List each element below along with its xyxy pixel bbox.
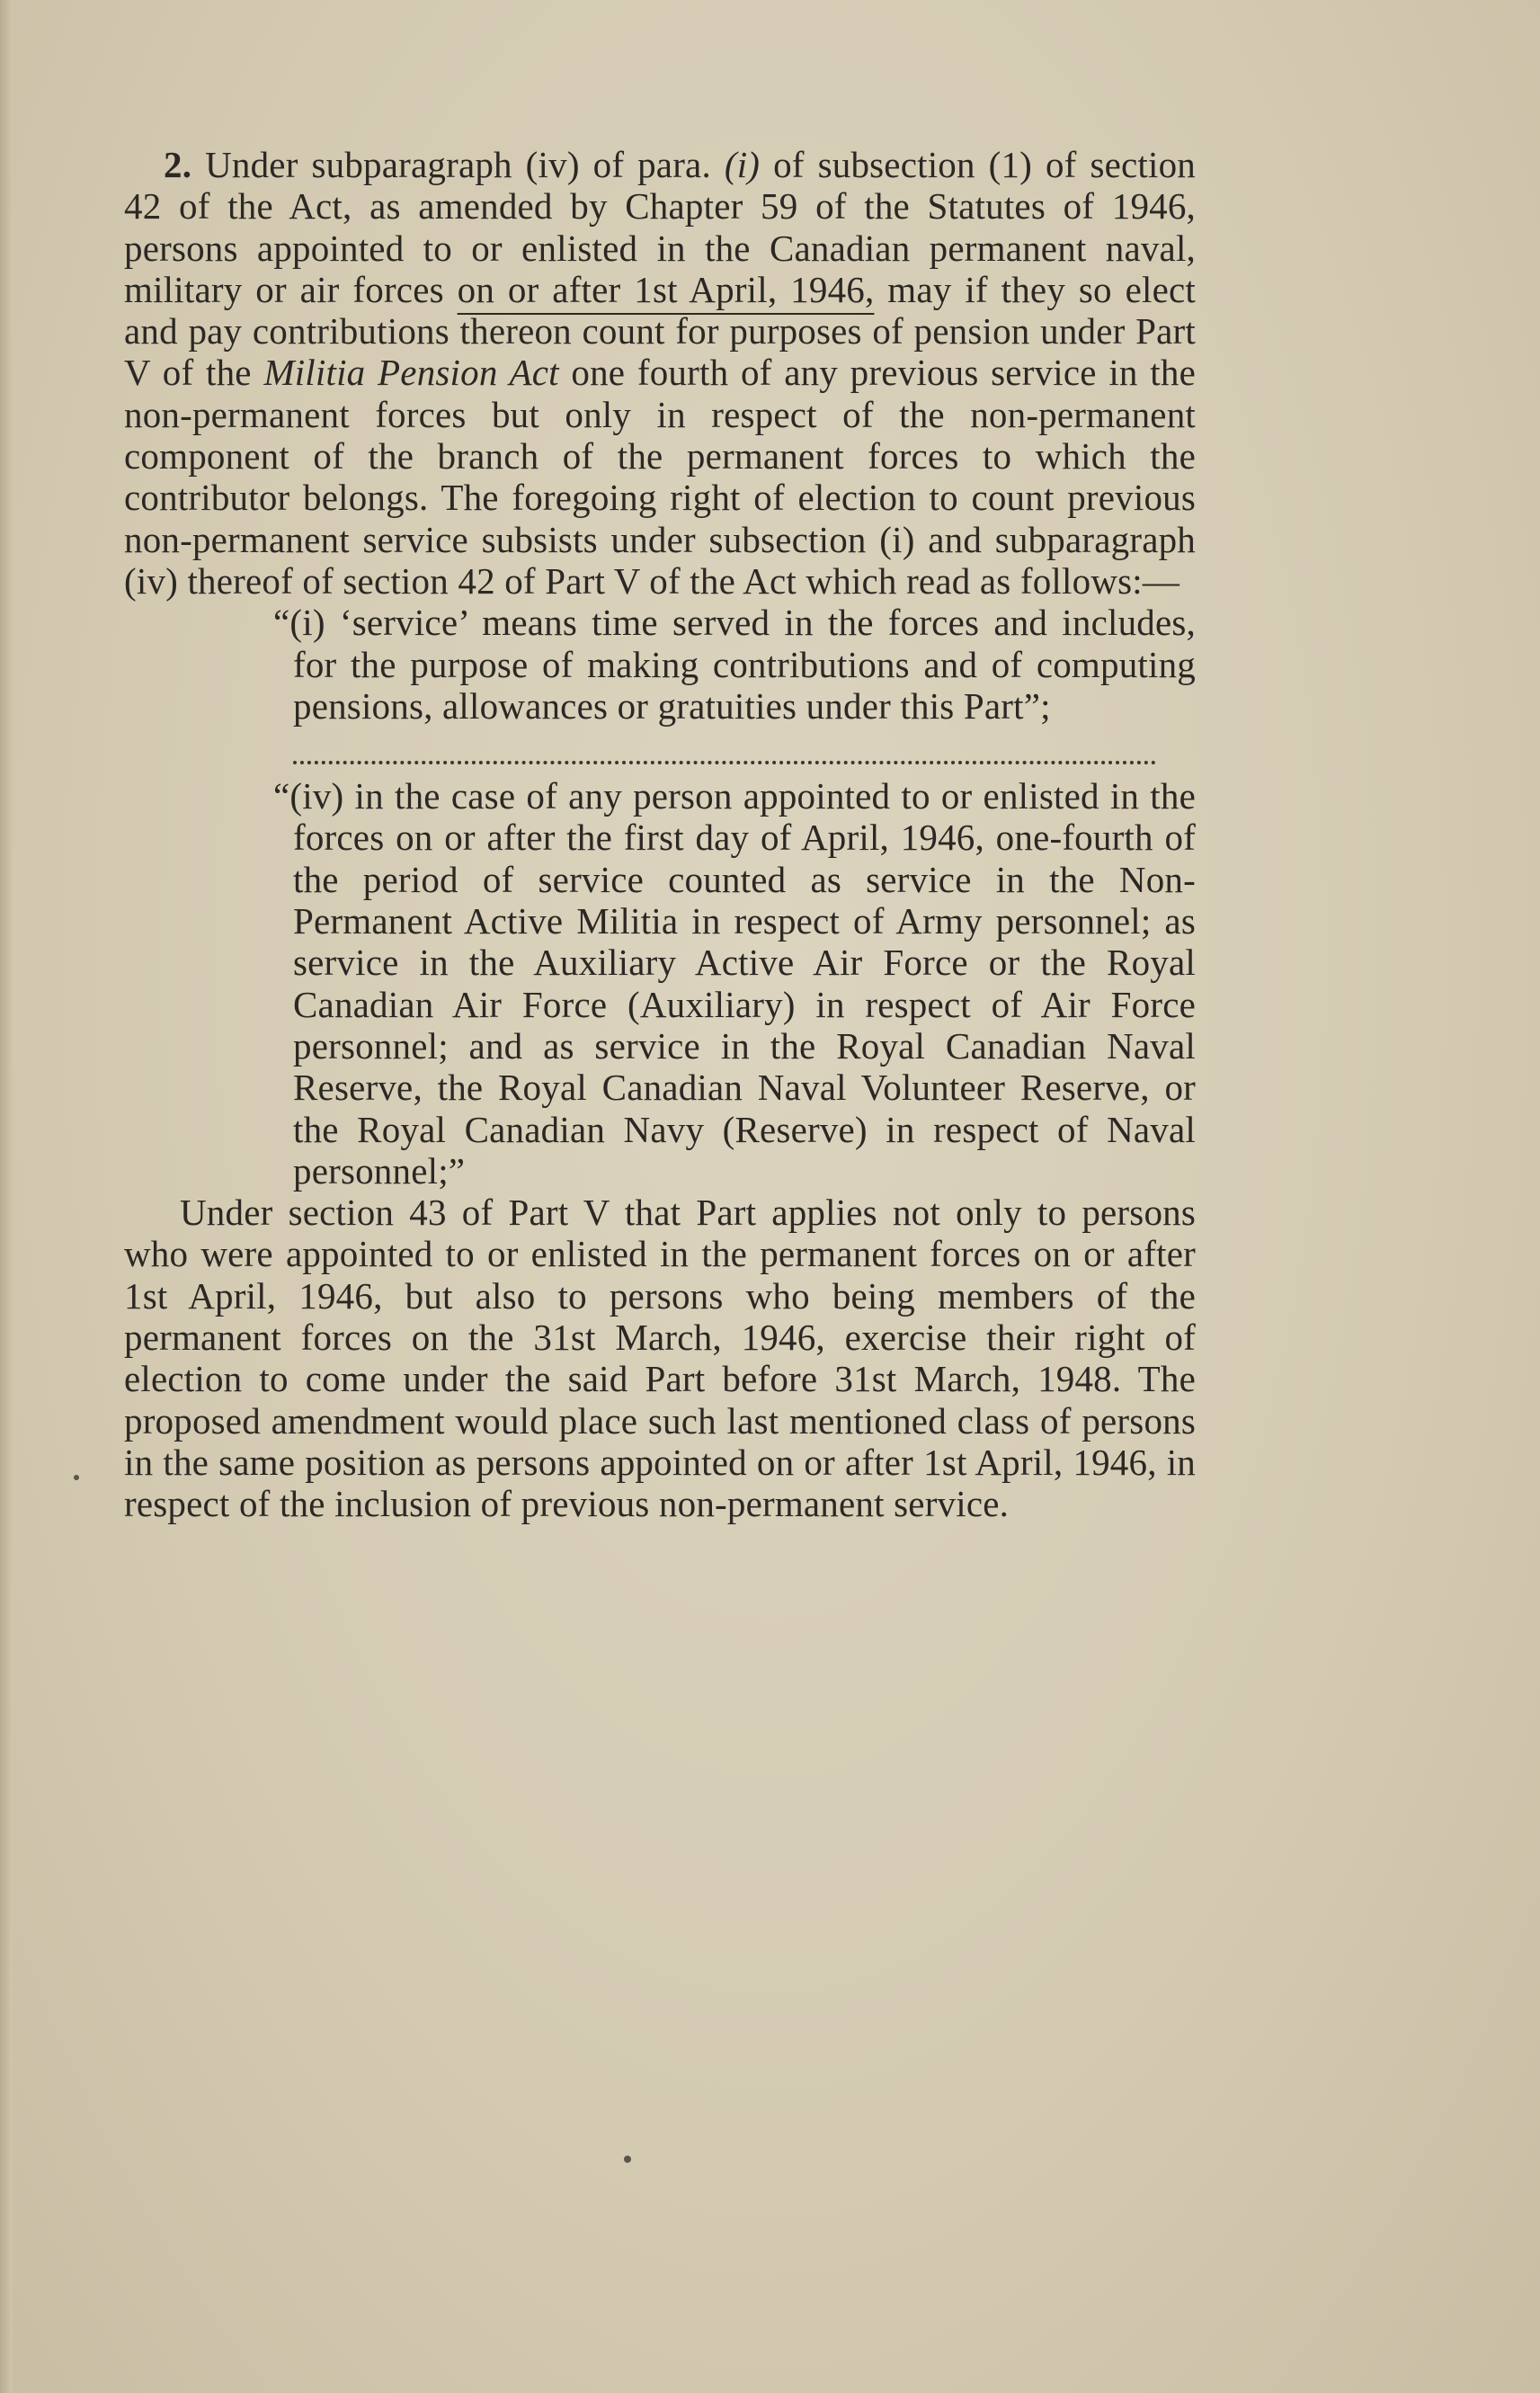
paragraph-1-after-ref: of subsection (1) of section 42 of the Act, as amended by Chapter 59 of the Statutes of 1946, persons appointed to or enlisted in the Canadian permanent naval, military or air forces	[124, 144, 1196, 310]
paragraph-1-lead: Under subparagraph (iv) of para.	[205, 144, 725, 185]
paragraph-1-after-underline: may if they so elect and pay contributions thereon count for purposes of pension under Part V of the	[124, 268, 1196, 394]
paper-speck	[74, 1475, 79, 1480]
quote-subsection-i: “(i) ‘service’ means time served in the forces and includes, for the purpose of making contributions and of computing pensions, allowances or gratuities under this Part”;	[273, 602, 1196, 727]
paper-speck	[624, 2156, 631, 2163]
underlined-date-phrase: on or after 1st April, 1946,	[457, 268, 875, 310]
para-reference: (i)	[724, 144, 761, 185]
page-edge-shadow	[0, 0, 13, 2393]
act-name: Militia Pension Act	[263, 352, 559, 394]
paragraph-1	[124, 144, 1196, 602]
document-body	[124, 144, 1196, 1525]
paragraph-2: Under section 43 of Part V that Part applies not only to persons who were appointed to or enlisted in the permanent forces on or after 1st April, 1946, but also to persons who being members of the permanent forces on the 31st March, 1946, exercise their right of election to come under the said Part before 31st March, 1948. The proposed amendment would place such last mentioned class of persons in the same position as persons appointed on or after 1st April, 1946, in respect of the inclusion of previous non-permanent service.	[124, 1192, 1196, 1525]
quote-subparagraph-iv: “(iv) in the case of any person appointed to or enlisted in the forces on or after the first day of April, 1946, one-fourth of the period of service counted as service in the Non-Permanent Active Militia in respect of Army personnel; as service in the Auxiliary Active Air Force or the Royal Canadian Air Force (Auxiliary) in respect of Air Force personnel; and as service in the Royal Canadian Naval Reserve, the Royal Canadian Naval Volunteer Reserve, or the Royal Canadian Navy (Reserve) in respect of Naval personnel;”	[273, 775, 1196, 1192]
paragraph-1-tail: one fourth of any previous service in the non-permanent forces but only in respect of the non-permanent component of the branch of the permanent forces to which the contributor belongs. The foregoing right of election to count previous non-permanent service subsists under subsection (i) and subparagraph (iv) thereof of section 42 of Part V of the Act which read as follows:—	[124, 352, 1196, 602]
elision-dotted-line	[293, 743, 1156, 764]
section-number: 2.	[164, 144, 192, 185]
